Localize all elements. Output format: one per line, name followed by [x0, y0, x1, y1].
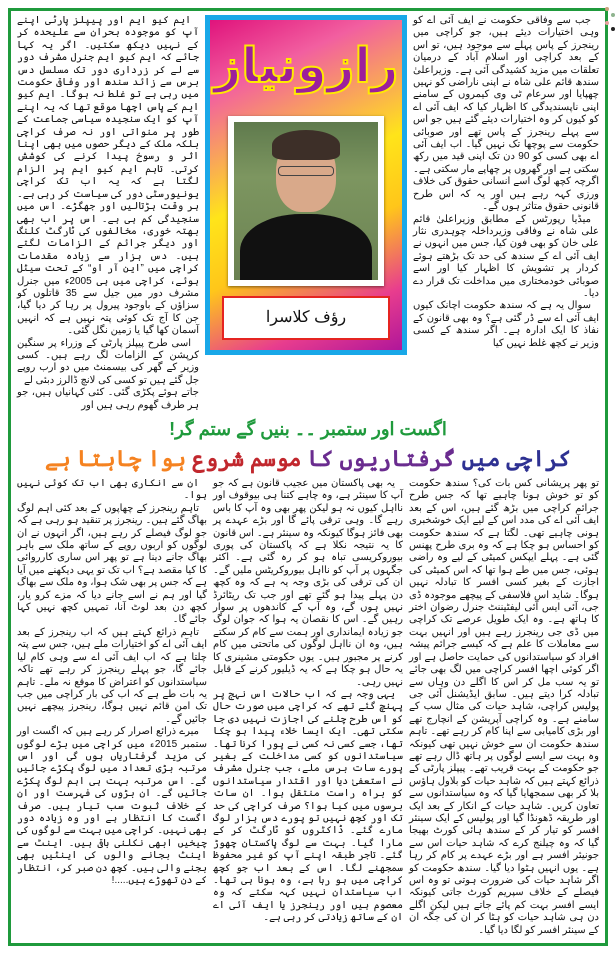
paragraph: جب سے وفاقی حکومت نے ایف آئی اے کو وہی اختیارات دیئے ہیں، جو کراچی میں رینجرز کے پاس پہلے سے موجود ہیں، تو اس کے بعد کراچی اور اسلام آباد کے درمیان تعلقات میں مزید کشیدگی آئی ہے۔ وزیراعلیٰ سندھ قائم علی شاہ نے اپنی ناراضی کو نہیں چھپایا اور سرعام ٹی وی کیمروں کے سامنے اپنی ناپسندیدگی کا اظہار کیا کہ ایف آئی اے کو کیوں کر وہ اختیارات دیئے گئے ہیں جو اس سے پہلے رینجرز کے پاس تھے اور صوبائی حکومت سے پوچھا تک نہیں گیا۔ اب ایف آئی اے بھی کسی کو 90 دن تک اپنی قید میں رکھ سکتی ہے اور گھروں پر چھاپے مار سکتی ہے۔ اگرچہ کچھ لوگ اسے انسانی حقوق کی خلاف ورزی کہہ رہے ہیں اور یہ کہ اس طرح قانونی حقوق متاثر ہوں گے۔: [413, 15, 599, 213]
article-column-left-top: [17, 15, 199, 412]
paragraph: تاہم رینجرز کے چھاپوں کے بعد کئی اہم لوگ بھاگ گئے ہیں۔ رینجرز پر تنقید ہو رہی ہے کہ جو لوگ فیصلے کر رہے ہیں، اگر انہوں نے ان لوگوں کو اربوں روپے کے ساتھ ملک سے باہر بھاگ جانے دینا ہے تو پھر اس ساری کارروائی کا کیا مقصد ہے؟ اب تک تو یہی دیکھنے میں آیا ہے کہ جس پر بھی شک ہوا، وہ ملک سے بھاگ گیا اور ہم نے اسے جانے دیا کہ مزے کرو یار، کچھ دن بعد لوٹ آنا، تمہیں کچھ نہیں کہا جائے گا۔: [17, 502, 207, 626]
bottom-row: [17, 478, 599, 937]
headline-word: موسم شروع: [192, 446, 302, 471]
author-photo-glasses-shape: [278, 166, 334, 176]
paragraph: سوال یہ ہے کہ سندھ حکومت اچانک کیوں ایف آئی اے سے ڈر گئی ہے؟ وہ بھی قانون کے نفاذ کا ایک ادارہ ہے۔ اگر سندھ کے کسی وزیر نے کچھ غلط نہیں کیا: [413, 300, 599, 349]
banner-column: [205, 15, 407, 412]
author-photo-frame: [228, 116, 384, 286]
column-logo-title: رازونیاز: [213, 38, 399, 94]
author-name: رؤف کلاسرا: [222, 296, 390, 340]
paragraph: میرے ذرائع اصرار کر رہے ہیں کہ اگست اور ستمبر 2015ء میں کراچی میں بڑے لوگوں کی مزید گرفتاریاں ہوں گی اور اس مرتبہ بڑی تعداد میں لوگ پکڑے جائیں گے۔ اس مرتبہ بہت ہی اہم لوگ پکڑے جائیں گے۔ ان بڑوں کی فہرست اور ان کے خلاف ثبوت سب تیار ہیں۔ صرف اگست کا انتظار ہے اور وہ زیادہ دور بھی نہیں۔ کراچی میں بہت سے لوگوں کی چیخیں ابھی نکلنی باقی ہیں۔ اینٹ سے اینٹ بجانے والوں کی اینٹیں بھی بجنے والی ہیں۔ کچھ دن صبر کر، انتظار کے دن تھوڑے ہیں.....!: [17, 726, 207, 886]
column-banner: [205, 15, 407, 355]
headline-word: گرفتاریوں کا: [307, 446, 456, 471]
paragraph: میڈیا رپورٹس کے مطابق وزیراعلیٰ قائم علی شاہ نے وفاقی وزیرداخلہ چوہدری نثار علی خان کو بھی فون کیا، جس میں انہوں نے ایف آئی اے کے سندھ کی حد تک بڑھتے ہوئے کردار پر تشویش کا اظہار کیا اور اسے صوبائی خودمختاری میں مداخلت تک قرار دے دیا۔: [413, 213, 599, 299]
author-photo-shirt-shape: [240, 214, 372, 280]
article-column-right-top: [413, 15, 599, 412]
green-border-frame: [8, 8, 608, 946]
paragraph: تاہم ذرائع کہتے ہیں کہ اب رینجرز کے بعد ایف آئی اے کو اختیارات ملے ہیں، جس سے پتہ چلتا ہے کہ اب ایف آئی اے سے وہی کام لیا جائے گا، جو پہلے رینجرز کر رہے تھے تاکہ سیاستدانوں کو اعتراض کا موقع نہ ملے۔ تاہم یہ بات طے ہے کہ اب کی بار کراچی میں جب تک امن قائم نہیں ہوگا، رینجرز پیچھے نہیں جائیں گے۔: [17, 626, 207, 725]
author-photo-hair-shape: [272, 130, 340, 160]
paragraph: جاتے ہوئے پکڑی گئی۔ کئی کہانیاں ہیں، جو ہر طرف گھوم رہی ہیں اور: [17, 387, 199, 411]
article-column-right-bottom: [409, 478, 599, 937]
paragraph: ایم کیو ایم اور پیپلز پارٹی اپنے آپ کو موجودہ بحران سے علیحدہ کر کے نہیں دیکھ سکتیں۔ اگر یہ کہا جائے کہ ایم کیو ایم جنرل مشرف دور سے لے کر زرداری دور تک مسلسل دس برس سے زائد سندھ اور وفاقی حکومت میں رہی ہے تو غلط نہ ہوگا۔ ایم کیو ایم کے پاس اچھا موقع تھا کہ یہ اپنے آپ کو ایک سنجیدہ سیاسی جماعت کے طور پر منواتی اور نہ صرف کراچی بلکہ ملک کے دیگر حصوں میں بھی اپنا اثر و رسوخ پیدا کرنے کی کوشش کرتی۔ تاہم ایم کیو ایم پر الزام لگتا ہے کہ یہ اب تک کراچی یونیورسٹی دور کی سیاست کر رہی ہے۔ ہر وقت ہڑتالیں اور جھگڑے۔ اس میں سنجیدگی کم ہی ہے۔ اس پر اب بھی بھتہ خوری، مخالفوں کی ٹارگٹ کلنگ اور دیگر جرائم کے الزامات لگتے ہیں۔ دس ہزار سے زیادہ مقدمات کراچی میں ”این آر او“ کے تحت سیٹل ہوئے، کراچی میں ہی 2005ء میں جنرل مشرف دور میں جیل سے 35 قاتلوں کو سزاؤں کے باوجود پیرول پر رہا کر دیا گیا، جن کا آج تک کوئی پتہ نہیں ہے کہ انہیں آسمان کھا گیا یا زمین نگل گئی۔: [17, 15, 199, 337]
headline-word: کراچی میں: [461, 446, 571, 471]
paragraph: یہ بھی پاکستان میں عجیب قانون ہے کہ جو آپ کا سینئر ہے، وہ چاہے کتنا ہی بیوقوف اور نااہل کیوں نہ ہو لیکن پھر بھی وہ آپ کا باس رہے گا۔ وہی ترقی پائے گا اور بڑے عہدے پر بھی فائز ہوگا کیونکہ وہ سینئر ہے۔ اس قانون کا یہ نتیجہ نکلا ہے کہ پاکستان کی پوری بیوروکریسی تباہ ہو کر رہ گئی ہے۔ اکثر جگہوں پر آپ کو نااہل بیوروکریٹس ملیں گے۔ ان کی ترقی کی بڑی وجہ یہ ہے کہ وہ کچھ دن پہلے پیدا ہو گئے تھے اور جب تک ریٹائرڈ نہیں ہوں گے، وہ آپ کے کاندھوں پر سوار رہیں گے۔ اس کا نقصان یہ ہوا کہ جوان لوگ جو زیادہ ایمانداری اور ہمت سے کام کر سکتے ہیں، وہ ان نااہل لوگوں کی ماتحتی میں کام کرنے پر مجبور ہیں۔ یوں حکومتی مشینری کا یہ حال ہو چکا ہے کہ یہ ڈیلیور کرنے کے قابل نہیں رہی۔: [213, 478, 403, 688]
main-headline: [17, 444, 599, 474]
paragraph: تو پھر پریشانی کس بات کی؟ سندھ حکومت کو تو خوش ہونا چاہیے تھا کہ جس طرح جرائم کراچی میں بڑھ گئے ہیں، اس کے بعد ایف آئی اے کی مدد اس کے لیے ایک خوشخبری ہونی چاہیے تھی۔ لگتا ہے کہ سندھ حکومت کو احساس ہو چکا ہے کہ وہ بری طرح پھنس گئی ہے۔ پہلے ایپکس کمیٹی کے لیے وہ راضی ہوئی، جس میں طے ہوا تھا کہ اس کمیٹی کی اجازت کے بغیر کسی افسر کا تبادلہ نہیں ہوگا۔ شاید اس فلاسفی کے پیچھے موجودہ ڈی جی، آئی ایس آئی لیفٹیننٹ جنرل رضوان اختر کا ہاتھ ہے۔ وہ ایک طویل عرصے تک کراچی میں ڈی جی رینجرز رہے ہیں اور انہیں بہت سے معاملات کا علم ہے کہ کیسے جرائم پیشہ افراد کو سیاستدانوں کی حمایت حاصل ہے اور اگر کوئی اچھا افسر کراچی میں لگ بھی جائے تو یہ سب مل کر اس کا اگلے دن وہاں سے تبادلہ کرا دیتے ہیں۔ سابق ایڈیشنل آئی جی پولیس کراچی، شاہد حیات کی مثال سب کے سامنے ہے۔ وہ کراچی آپریشن کے انچارج تھے اور بڑی کامیابی سے اپنا کام کر رہے تھے۔ تاہم سندھ حکومت ان سے خوش نہیں تھی کیونکہ وہ بہت سے ایسے لوگوں پر ہاتھ ڈال رہے تھے جو حکومت کے بہت قریب تھے۔ پیپلز پارٹی کے ذرائع کہتے ہیں کہ شاہد حیات کو بلاول ہاؤس بلا کر بھی سمجھایا گیا کہ وہ سیاستدانوں سے تعاون کریں۔ شاہد حیات کے انکار کے بعد ایک اور طریقہ ڈھونڈا گیا اور پولیس کے ایک سینئر افسر کو تیار کر کے سندھ ہائی کورٹ بھیجا گیا کہ وہ چیلنج کرے کہ شاہد حیات اس سے جونیئر افسر ہے اور بڑے عہدے پر کام کر رہا ہے۔ یوں انہیں ہٹوا دیا گیا۔ سندھ حکومت کو اگر شاہد حیات کی ضرورت ہوتی تو وہ اس فیصلے کے خلاف سپریم کورٹ جاتی کیونکہ ایسے افسر بہت کم پائے جاتے ہیں لیکن اگلے دن ہی شاہد حیات کو ہٹا کر ان کی جگہ ان کے سینئر افسر کو لگا دیا گیا۔: [409, 478, 599, 936]
top-row: [17, 15, 599, 412]
article-column-left-bottom: [17, 478, 207, 937]
author-photo: [234, 122, 378, 280]
article-column-middle-bottom: [213, 478, 403, 937]
corner-ornament-icon: [603, 3, 616, 33]
sub-headline: اگست اور ستمبر ۔۔ بنیں گے ستم گر!: [169, 419, 447, 439]
paragraph: ان سے انکاری بھی اب تک کوئی نہیں ہوا۔: [17, 478, 207, 502]
headline-word: ہوا چاہتا ہے: [45, 446, 187, 471]
paragraph: اسی طرح پیپلز پارٹی کے وزراء پر سنگین کرپشن کے الزامات لگ رہے ہیں۔ کسی وزیر کے گھر کی بیسمنٹ میں دو ارب روپے جل گئے ہیں تو کسی کی لانچ ڈالرز دبئی لے: [17, 337, 199, 386]
paragraph: یہی وجہ ہے کہ اب حالات اس نہج پر پہنچ گئے تھے کہ کراچی میں صورت حال کو اس طرح چلنے کی اجازت نہیں دی جا سکتی تھی۔ ایک ایسا خلاء پیدا ہو چکا تھا، جسے کسی نہ کسی نے پورا کرنا تھا۔ سیاستدانوں کو کسی مداخلت کے بغیر پورے سات برس ملے، جب جنرل مشرف نے استعفیٰ دیا اور اقتدار سیاستدانوں کو براہ راست منتقل ہوا۔ ان سات برسوں میں کیا ہوا؟ صرف کراچی کی حد تک اور کچھ نہیں تو پورے دس ہزار لوگ مارے گئے۔ ڈاکٹروں کو ٹارگٹ کر کے مارا گیا۔ بہت سے لوگ پاکستان چھوڑ گئے۔ تاجر طبقہ اپنے آپ کو غیر محفوظ سمجھنے لگا۔ اس کے بعد اب جو کچھ کراچی میں ہو رہا ہے، وہ ہونا ہی تھا۔ اب سیاستدان نہیں کہہ سکتے کہ وہ معصوم ہیں اور رینجرز یا ایف آئی اے ان کے ساتھ زیادتی کر رہی ہے۔: [213, 688, 403, 924]
